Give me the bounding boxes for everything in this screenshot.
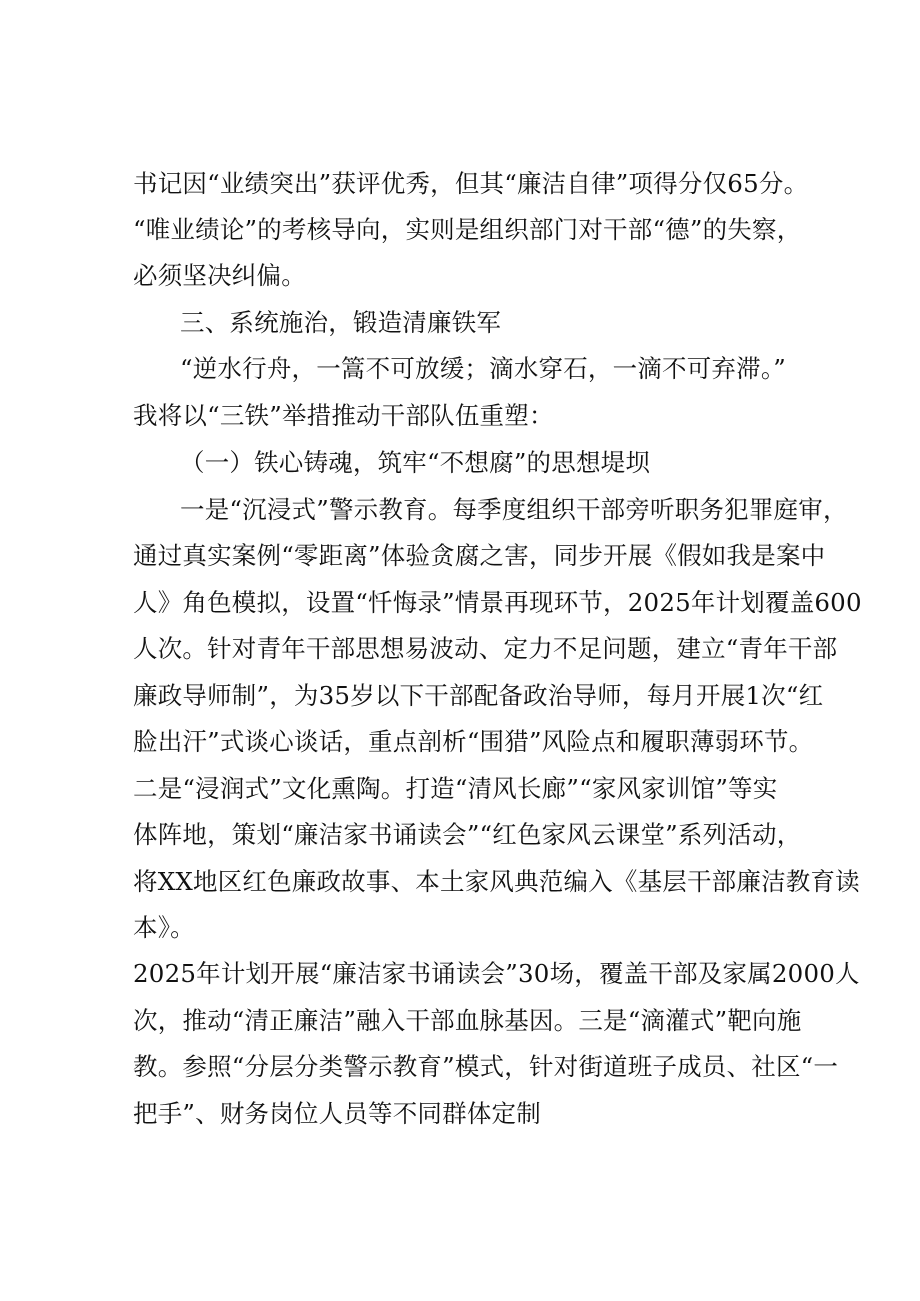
text-line: 次，推动“清正廉洁”融入干部血脉基因。三是“滴灌式”靶向施 — [133, 1006, 802, 1035]
section-heading: 三、系统施治，锻造清廉铁军 — [180, 308, 502, 337]
text-line: 本》。 — [133, 913, 195, 942]
text-line: 一是“沉浸式”警示教育。每季度组织干部旁听职务犯罪庭审， — [180, 495, 848, 524]
text-line: 教。参照“分层分类警示教育”模式，针对街道班子成员、社区“一 — [133, 1052, 839, 1081]
text-line: 二是“浸润式”文化熏陶。打造“清风长廊”“家风家训馆”等实 — [133, 774, 778, 803]
text-line: 人》角色模拟，设置“忏悔录”情景再现环节，2025年计划覆盖600 — [133, 588, 862, 617]
quote-line: “逆水行舟，一篙不可放缓；滴水穿石，一滴不可弃滞。” — [180, 354, 786, 383]
text-line: 必须坚决纠偏。 — [133, 261, 306, 290]
text-line: 将XX地区红色廉政故事、本土家风典范编入《基层干部廉洁教育读 — [133, 867, 860, 896]
text-line: 体阵地，策划“廉洁家书诵读会”“红色家风云课堂”系列活动， — [133, 820, 802, 849]
text-line: “唯业绩论”的考核导向，实则是组织部门对干部“德”的失察， — [133, 215, 802, 244]
text-line: 通过真实案例“零距离”体验贪腐之害，同步开展《假如我是案中 — [133, 541, 826, 570]
text-line: 书记因“业绩突出”获评优秀，但其“廉洁自律”项得分仅65分。 — [133, 169, 809, 198]
text-line: 2025年计划开展“廉洁家书诵读会”30场，覆盖干部及家属2000人 — [133, 959, 860, 988]
text-line: 脸出汗”式谈心谈话，重点剖析“围猎”风险点和履职薄弱环节。 — [133, 727, 814, 756]
text-line: 人次。针对青年干部思想易波动、定力不足问题，建立“青年干部 — [133, 634, 838, 663]
text-line: 把手”、财务岗位人员等不同群体定制 — [133, 1099, 541, 1128]
text-line: 廉政导师制”，为35岁以下干部配备政治导师，每月开展1次“红 — [133, 681, 824, 710]
text-line: 我将以“三铁”举措推动干部队伍重塑： — [133, 401, 554, 430]
subsection-heading: （一）铁心铸魂，筑牢“不想腐”的思想堤坝 — [180, 448, 651, 477]
